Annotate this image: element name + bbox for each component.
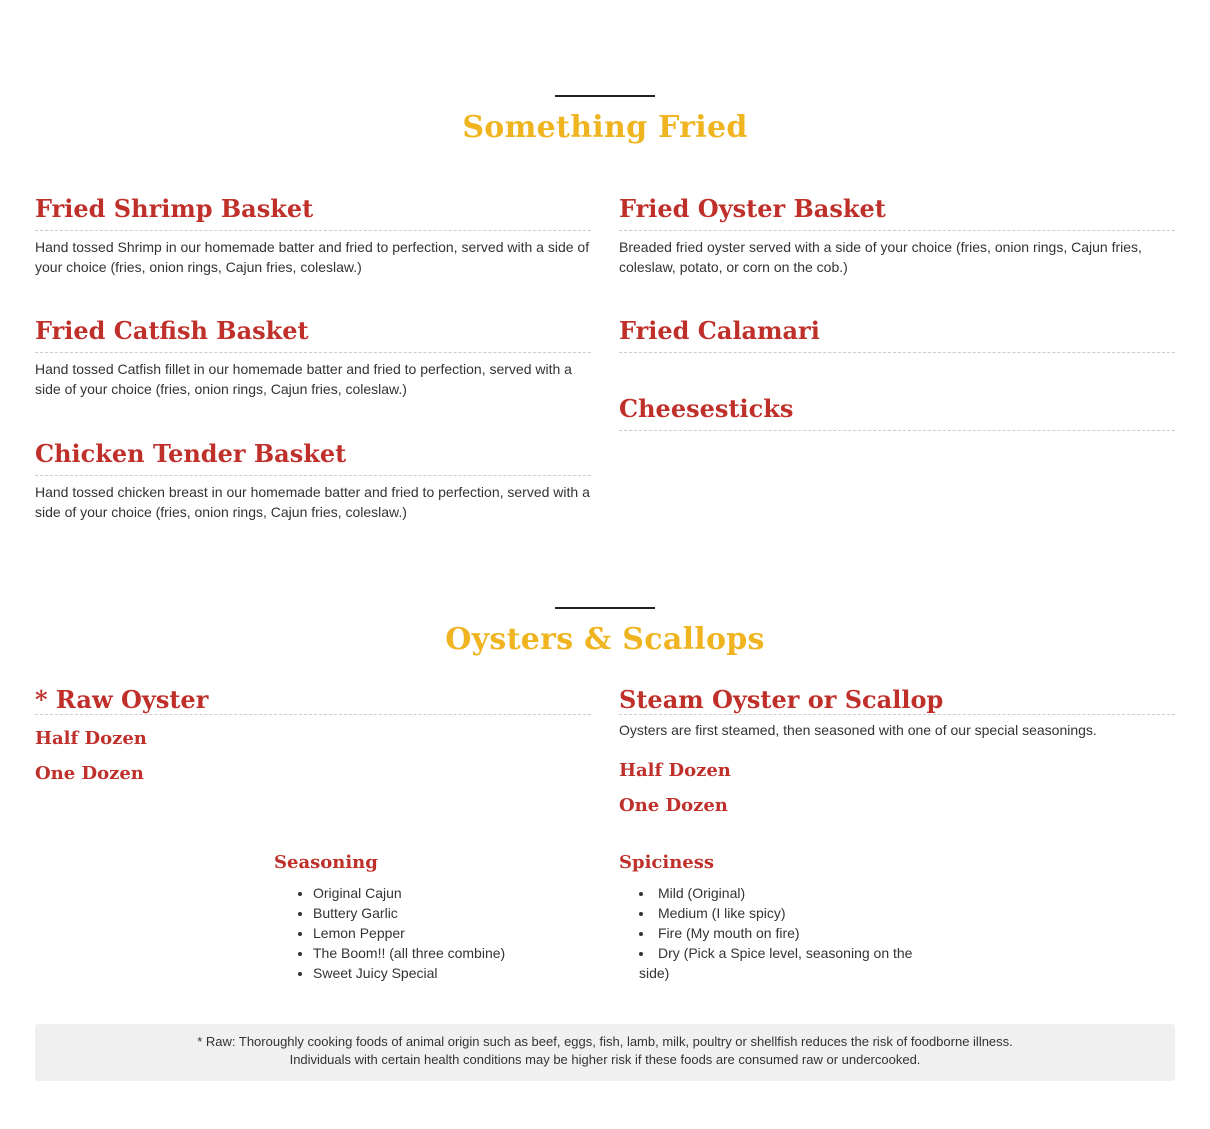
price-option-half-dozen: Half Dozen [619,760,731,781]
menu-item-title: Fried Calamari [619,316,1175,353]
menu-item-description: Breaded fried oyster served with a side of your choice (fries, onion rings, Cajun fries, coleslaw, potato, or corn on the cob.) [619,239,1142,275]
notice-line-2: Individuals with certain health conditions may be higher risk if these foods are consumed raw or undercooked. [289,1052,921,1067]
spiciness-block [619,851,919,983]
menu-item-title: Fried Shrimp Basket [35,194,591,231]
menu-item-description: Hand tossed Catfish fillet in our homemade batter and fried to perfection, served with a side of your choice (fries, onion rings, Cajun fries, coleslaw.) [35,361,572,397]
section-divider [555,607,655,609]
menu-item-raw-oyster [35,686,591,786]
list-item: • The Boom!! (all three combine) [313,943,574,963]
menu-item [619,394,1175,431]
seasoning-list [274,883,574,983]
section-title-fried: Something Fried [462,110,748,145]
list-item: • Mild (Original) [639,883,919,903]
raw-food-notice [35,1024,1175,1081]
list-item: • Dry (Pick a Spice level, seasoning on the side) [639,943,919,983]
menu-item-title: Steam Oyster or Scallop [619,686,1175,715]
menu-item-steam-oyster [619,686,1175,818]
list-item: • Original Cajun [313,883,574,903]
list-item: • Lemon Pepper [313,923,574,943]
menu-item [619,316,1175,353]
price-option-one-dozen: One Dozen [35,763,144,784]
list-item: • Buttery Garlic [313,903,574,923]
menu-item [35,194,591,277]
menu-item [35,316,591,399]
spiciness-list [619,883,919,983]
menu-item-description: Hand tossed chicken breast in our homemade batter and fried to perfection, served with a side of your choice (fries, onion rings, Cajun fries, coleslaw.) [35,484,590,520]
spiciness-title: Spiciness [619,852,715,873]
seasoning-title: Seasoning [274,852,378,873]
menu-item-title: Fried Catfish Basket [35,316,591,353]
menu-item-title: Chicken Tender Basket [35,439,591,476]
section-title-oysters: Oysters & Scallops [445,622,765,657]
list-item: • Medium (I like spicy) [639,903,919,923]
menu-item-description: Oysters are first steamed, then seasoned with one of our special seasonings. [619,722,1097,738]
price-option-one-dozen: One Dozen [619,795,728,816]
menu-item [619,194,1175,277]
menu-item-title: Cheesesticks [619,394,1175,431]
notice-line-1: * Raw: Thoroughly cooking foods of animal origin such as beef, eggs, fish, lamb, milk, poultry or shellfish reduces the risk of foodborne illness. [197,1034,1013,1049]
menu-item-description: Hand tossed Shrimp in our homemade batter and fried to perfection, served with a side of your choice (fries, onion rings, Cajun fries, coleslaw.) [35,239,590,275]
price-option-half-dozen: Half Dozen [35,728,147,749]
list-item: • Sweet Juicy Special [313,963,574,983]
menu-item [35,439,591,522]
seasoning-block [274,851,574,983]
list-item: • Fire (My mouth on fire) [639,923,919,943]
menu-item-title: Fried Oyster Basket [619,194,1175,231]
menu-item-title: * Raw Oyster [35,686,591,715]
section-divider [555,95,655,97]
